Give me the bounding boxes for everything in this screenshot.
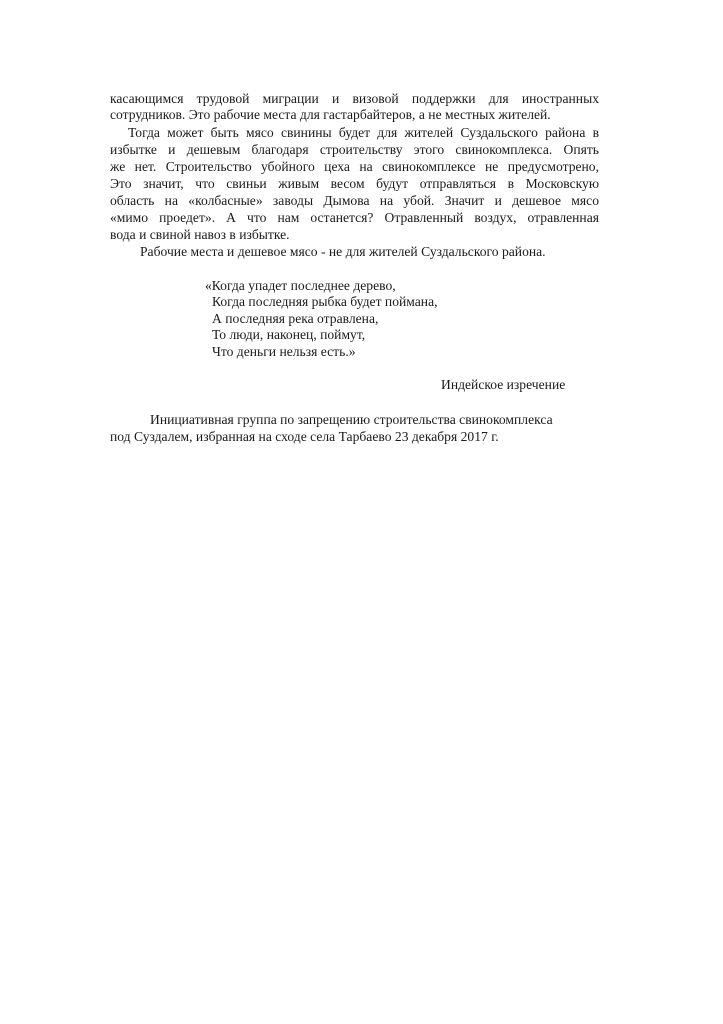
signature-line-2: под Суздалем, избранная на сходе села Тарбаево 23 декабря 2017 г. (110, 429, 499, 444)
poem-line-5: Что деньги нельзя есть.» (212, 344, 356, 359)
paragraph-2-line-1: Тогда может быть мясо свинины будет для жителей Суздальского района в (128, 125, 599, 140)
paragraph-2-line-4: Это значит, что свиньи живым весом будут отправляться в Московскую (110, 176, 599, 191)
poem-line-3: А последняя река отравлена, (212, 311, 379, 326)
paragraph-2-line-2: избытке и дешевым благодаря строительству этого свинокомплекса. Опять (110, 142, 599, 157)
poem-line-4: То люди, наконец, поймут, (212, 327, 366, 342)
paragraph-2-line-6: «мимо проедет». А что нам останется? Отравленный воздух, отравленная (110, 210, 599, 225)
paragraph-2-line-3: же нет. Строительство убойного цеха на свинокомплексе не предусмотрено, (110, 159, 599, 174)
paragraph-2-line-5: область на «колбасные» заводы Дымова на убой. Значит и дешевое мясо (110, 193, 599, 208)
paragraph-1-line-1: касающимся трудовой миграции и визовой поддержки для иностранных (110, 91, 599, 106)
poem-line-1: «Когда упадет последнее дерево, (205, 278, 396, 293)
poem-line-2: Когда последняя рыбка будет поймана, (212, 294, 438, 309)
paragraph-3: Рабочие места и дешевое мясо - не для жителей Суздальского района. (140, 244, 546, 259)
paragraph-1-line-2: сотрудников. Это рабочие места для гастарбайтеров, а не местных жителей. (110, 107, 551, 122)
signature-line-1: Инициативная группа по запрещению строительства свинокомплекса (150, 412, 553, 427)
paragraph-2-line-7: вода и свиной навоз в избытке. (110, 227, 290, 242)
quote-attribution: Индейское изречение (441, 377, 566, 392)
